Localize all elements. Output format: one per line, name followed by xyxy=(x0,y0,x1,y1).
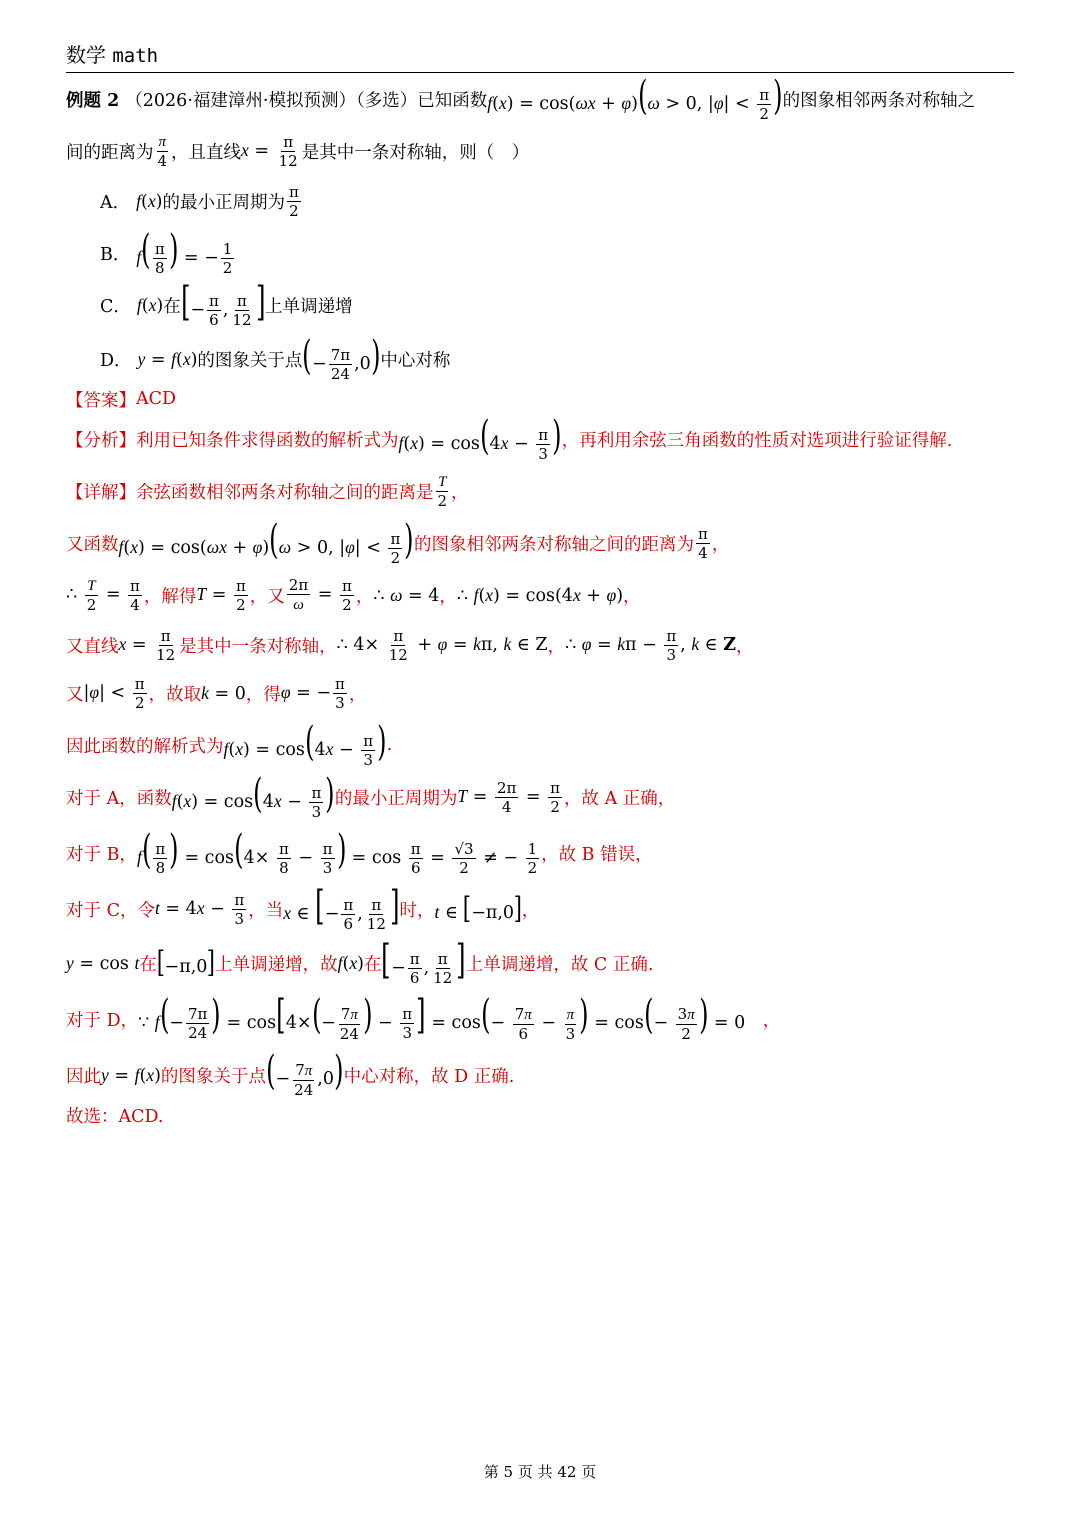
formula: f(x) = cos(ωx + φ)(ω > 0, |φ| < $\frac{\pi}{2}$ ) xyxy=(487,72,783,123)
option-a: A． f(x) 的最小正周期为 $\frac{\pi}{2}$ xyxy=(100,182,299,220)
formula: f(x) xyxy=(136,190,163,212)
detail-line-3: ∴ $\frac{T}{2}$ = $\frac{\pi}{4}$ ，解得 T = $\frac{\pi}{2}$ ，又 $\frac{2\pi}{\omega}$ = $\frac{\pi}{2}$ ， ∴ ω = 4 ， ∴ f(x) = cos(4x + φ) ， xyxy=(66,576,641,614)
formula: (− $\frac{7\pi}{24}$ ,0) xyxy=(302,332,381,383)
detail-line-2: 又函数 f(x) = cos(ωx + φ)(ω > 0, |φ| < $\frac{\pi}{2}$ ) 的图象相邻两条对称轴之间的距离为 $\frac{\pi}{4}$ ， xyxy=(66,516,730,567)
problem-line-2: 间的距离为 $\frac{\pi}{4}$ ，且直线 x = $\frac{\pi}{12}$ 是其中一条对称轴，则（ ） xyxy=(66,132,530,170)
detail-line-11: 对于 D， ∵ f(− $\frac{7\pi}{24}$ ) = cos[4×(− $\frac{7\pi}{24}$ ) − $\frac{\pi}{3}$ ] = cos(− $\frac{7\pi}{6}$ − $\frac{\pi}{3}$ ) = cos(− $\frac{3\pi}{2}$ ) = 0 ， xyxy=(66,992,781,1043)
header-title: 数学 math xyxy=(66,43,159,67)
detail-line-4: 又直线 x = $\frac{\pi}{12}$ 是其中一条对称轴， ∴ 4× $\frac{\pi}{12}$ + φ = kπ, k ∈ Z ， ∴ φ = kπ − $\frac{\pi}{3}$ , k ∈ Z ， xyxy=(66,626,754,664)
detail-line-7: 对于 A，函数 f(x) = cos(4x − $\frac{\pi}{3}$ ) 的最小正周期为 T = $\frac{2\pi}{4}$ = $\frac{\pi}{2}$ ，故 A 正确， xyxy=(66,770,676,821)
formula: f(x) = cos(ωx + φ)(ω > 0, |φ| < $\frac{\pi}{2}$ ) xyxy=(118,516,414,567)
page-header xyxy=(66,40,1014,73)
option-c: C． f(x) 在 [− $\frac{\pi}{6}$ , $\frac{\pi}{12}$ ] 上单调递增 xyxy=(100,278,353,329)
problem-source: （2026·福建漳州·模拟预测）（多选）已知函数 xyxy=(125,90,488,111)
detail-line-13: 故选：ACD. xyxy=(66,1106,164,1127)
formula: x = $\frac{\pi}{12}$ xyxy=(241,132,298,170)
analysis-line: 【分析】 利用已知条件求得函数的解析式为 f(x) = cos(4x − $\frac{\pi}{3}$ ) ，再利用余弦三角函数的性质对选项进行验证得解. xyxy=(66,412,953,463)
problem-line-1: 例题 2 （2026·福建漳州·模拟预测）（多选）已知函数 f(x) = cos(ωx + φ)(ω > 0, |φ| < $\frac{\pi}{2}$ ) 的图象相邻两条对称轴之 xyxy=(66,72,976,123)
detail-line-5: 又 |φ| < $\frac{\pi}{2}$ ，故取 k = 0 ，得 φ = − $\frac{\pi}{3}$ ， xyxy=(66,674,367,712)
detail-line-10: y = cos t 在 [−π,0] 上单调递增，故 f(x) 在 [− $\frac{\pi}{6}$ , $\frac{\pi}{12}$ ] 上单调递增，故 C 正确. xyxy=(66,936,654,987)
page-footer: 第 5 页 共 42 页 xyxy=(483,1463,597,1481)
formula: f( $\frac{\pi}{8}$ ) = − $\frac{1}{2}$ xyxy=(136,226,233,277)
answer-tag: 【答案】 xyxy=(66,390,136,411)
formula: $\frac{\pi}{4}$ xyxy=(157,134,168,170)
option-d: D． y = f(x) 的图象关于点 (− $\frac{7\pi}{24}$ ,0) 中心对称 xyxy=(100,332,451,383)
formula: f(x) xyxy=(136,294,164,316)
formula: y = f(x) xyxy=(137,348,198,370)
option-b: B． f( $\frac{\pi}{8}$ ) = − $\frac{1}{2}$ xyxy=(100,228,236,278)
formula: f(x) = cos(4x − $\frac{\pi}{3}$ ) xyxy=(398,412,562,463)
detail-line-9: 对于 C，令 t = 4x − $\frac{\pi}{3}$ ，当 x ∈ [− $\frac{\pi}{6}$ , $\frac{\pi}{12}$ ] 时， t ∈ [−π,0] ， xyxy=(66,882,540,933)
formula: [− $\frac{\pi}{6}$ , $\frac{\pi}{12}$ ] xyxy=(180,278,266,329)
detail-line-1: 【详解】 余弦函数相邻两条对称轴之间的距离是 $\frac{T}{2}$ ， xyxy=(66,474,469,510)
answer-value: ACD xyxy=(136,389,177,409)
detail-line-8: 对于 B， f( $\frac{\pi}{8}$ ) = cos(4× $\frac{\pi}{8}$ − $\frac{\pi}{3}$ ) = cos $\frac{\pi}{6}$ = $\frac{√3}{2}$ ≠ − $\frac{1}{2}$ ，故 B 错误， xyxy=(66,826,653,877)
detail-line-6: 因此函数的解析式为 f(x) = cos(4x − $\frac{\pi}{3}$ ) . xyxy=(66,718,393,769)
detail-line-12: 因此 y = f(x) 的图象关于点 (− $\frac{7\pi}{24}$ ,0) 中心对称，故 D 正确. xyxy=(66,1048,515,1099)
problem-label: 例题 2 xyxy=(66,90,120,111)
